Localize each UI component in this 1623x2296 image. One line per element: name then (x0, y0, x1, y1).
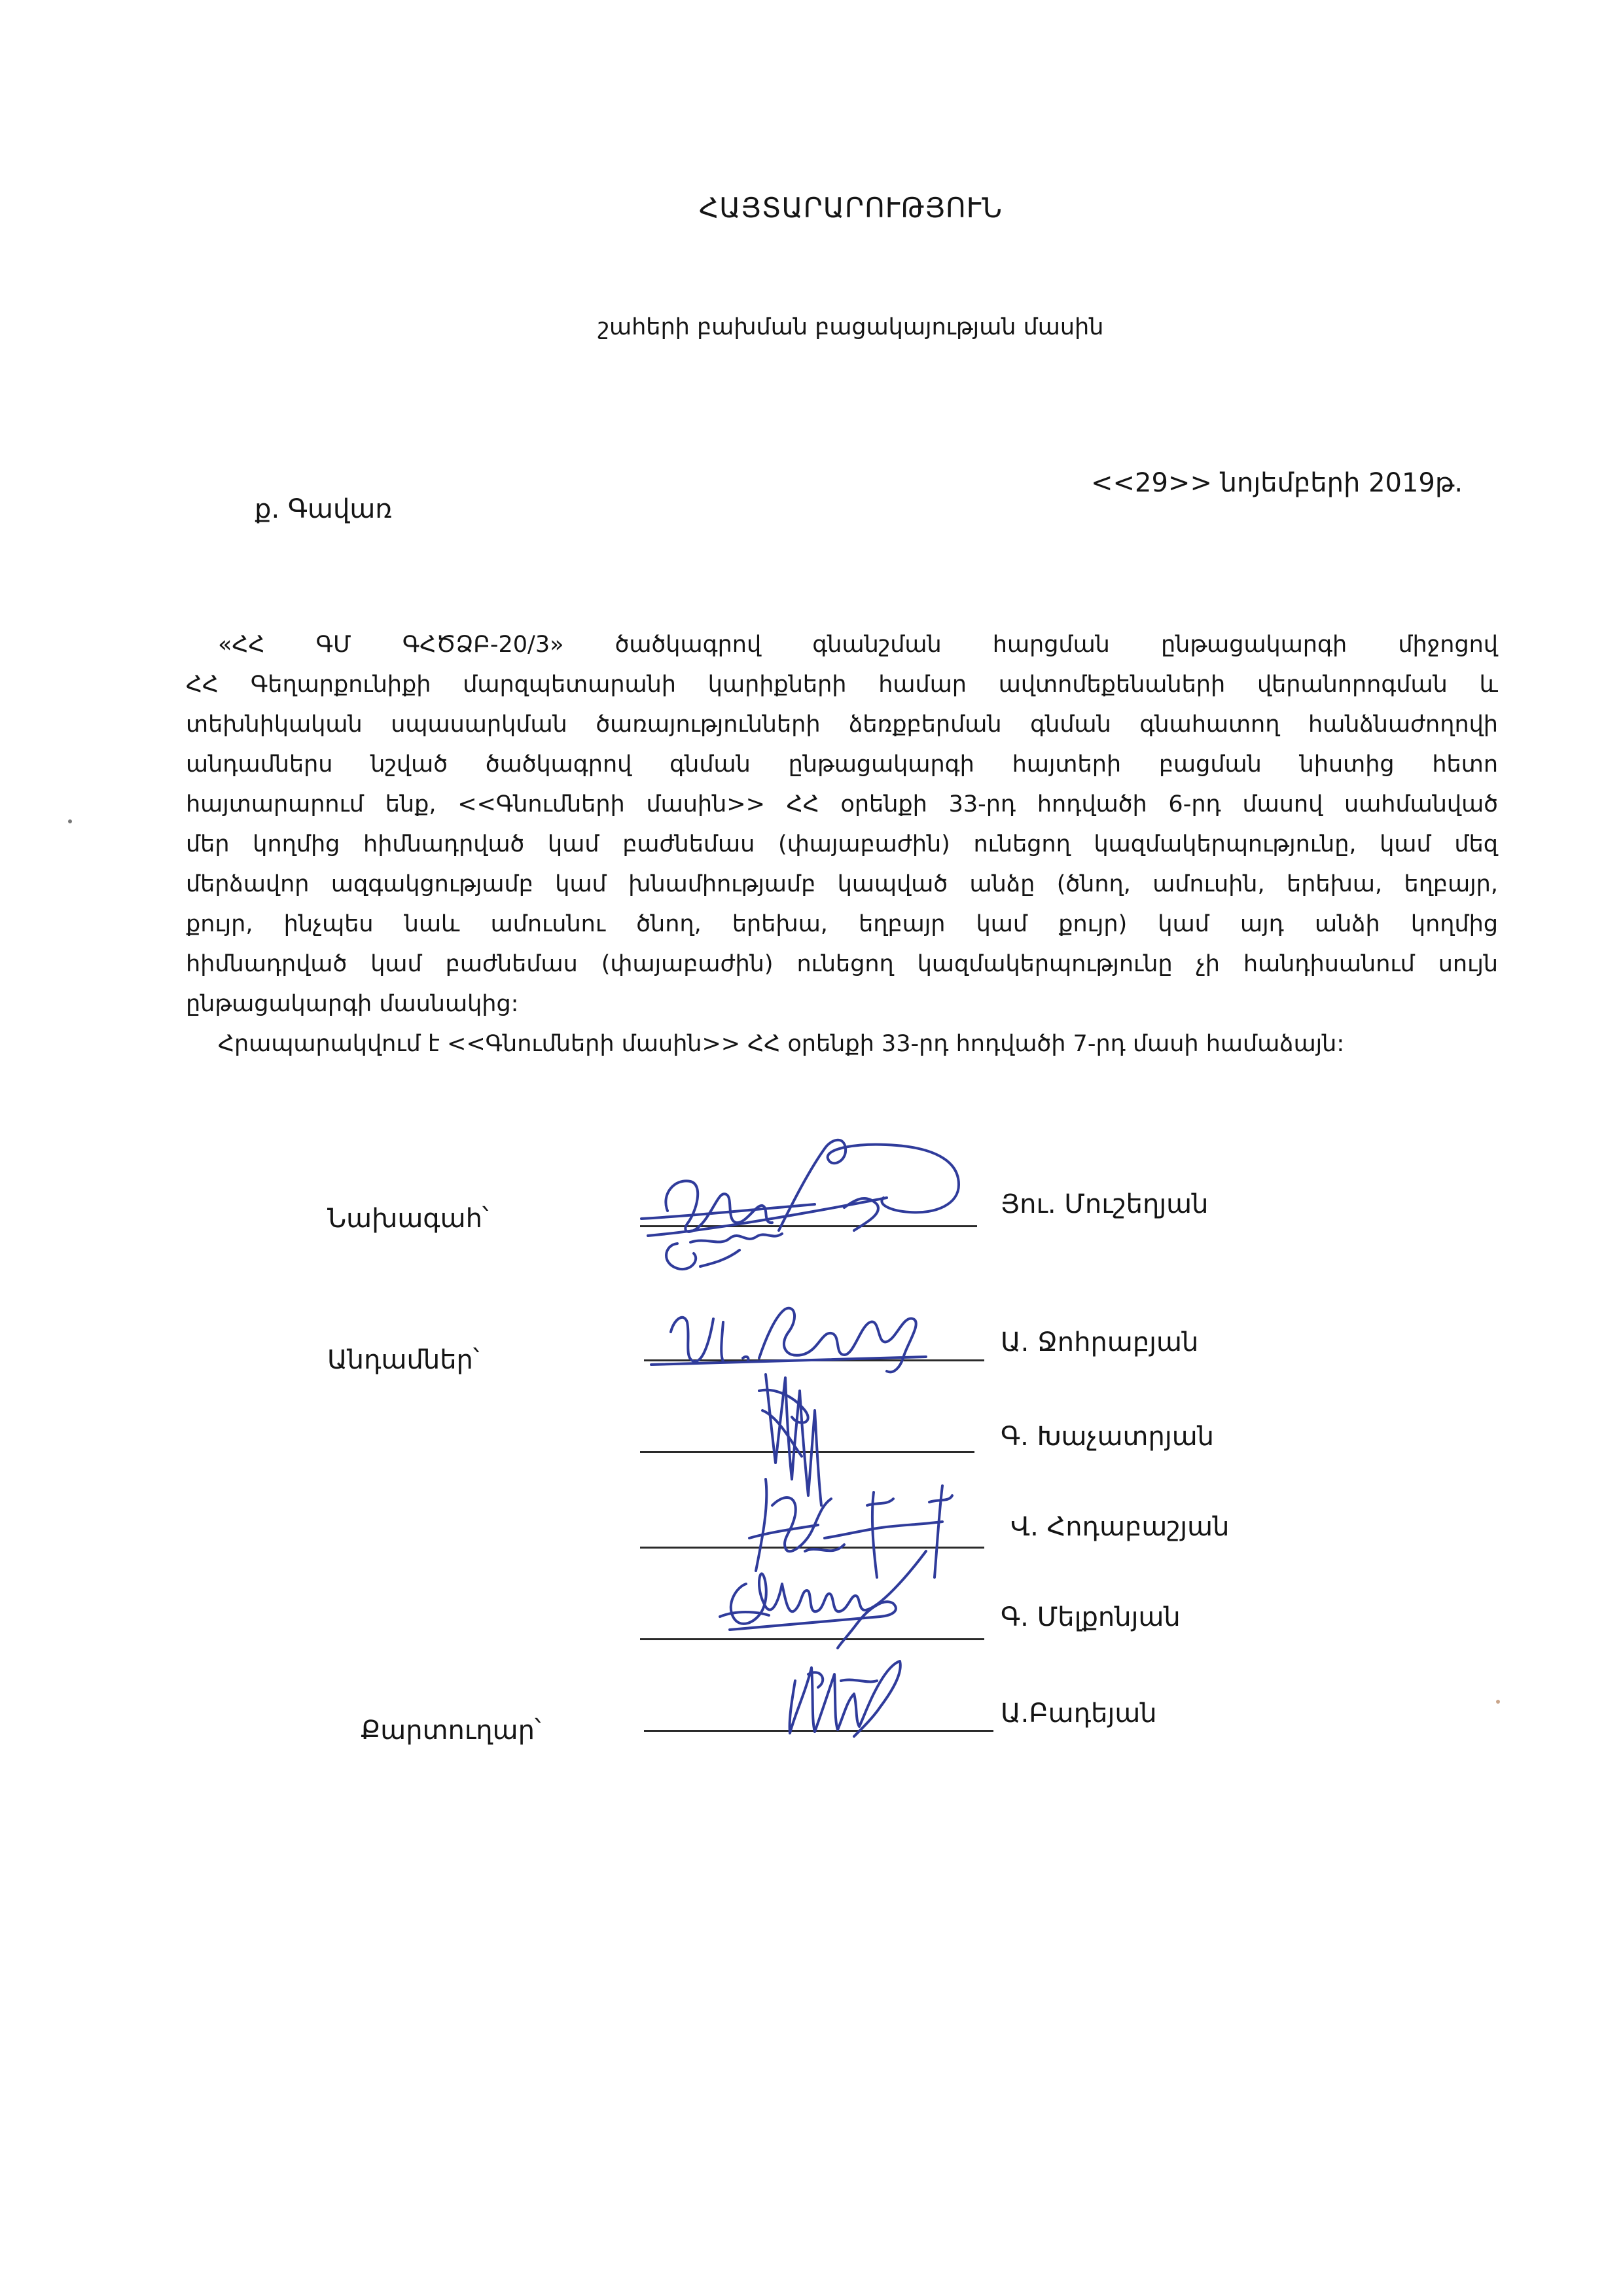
member-name: Ա. Ջոհրաբյան (1001, 1327, 1199, 1357)
secretary-name: Ա.Բադեյան (1001, 1698, 1157, 1729)
secretary-label: Քարտուղար՝ (361, 1715, 541, 1746)
body-line: անդամներս նշված ծածկագրով գնման ընթացակարգի հայտերի բացման նիստից հետո (186, 751, 1498, 778)
body-line: հիմնադրված կամ բաժնեմաս (փայաբաժին) ունեցող կազմակերպությունը չի հանդիսանում սույն (186, 951, 1498, 977)
body-line: ՀՀ Գեղարքունիքի մարզպետարանի կարիքների համար ավտոմեքենաների վերանորոգման և (186, 672, 1498, 698)
body-line: տեխնիկական սպասարկման ծառայությունների ձեռքբերման գնման գնահատող հանձնաժողովի (186, 711, 1498, 738)
document-date: <<29>> նոյեմբերի 2019թ. (1091, 468, 1463, 498)
member-name: Վ. Հոդաբաշյան (1010, 1512, 1230, 1542)
document-place: ք. Գավառ (255, 494, 393, 524)
secretary-signature (782, 1655, 906, 1740)
body-line: մեր կողմից հիմնադրված կամ բաժնեմաս (փայաբաժին) ունեցող կազմակերպությունը, կամ մեզ (186, 831, 1498, 857)
scan-speck (68, 819, 72, 823)
body-line: հայտարարում ենք, <<Գնումների մասին>> ՀՀ օրենքի 33-րդ հոդվածի 6-րդ մասով սահմանված (186, 791, 1498, 817)
body-line: քույր, ինչպես նաև ամուսնու ծնող, երեխա, եղբայր կամ քույր) կամ այդ անձի կողմից (186, 911, 1498, 937)
member-signature (717, 1538, 933, 1653)
document-subtitle: շահերի բախման բացակայության մասին (597, 314, 1104, 340)
signature-stroke (720, 1551, 926, 1648)
chairman-name: Յու. Մուշեղյան (1001, 1189, 1209, 1219)
body-line: մերձավոր ազգակցությամբ կամ խնամիությամբ կապված անձը (ծնող, ամուսին, երեխա, եղբայր, (186, 871, 1498, 897)
scan-speck (1496, 1700, 1500, 1704)
chairman-signature (628, 1132, 975, 1283)
member-name: Գ. Մելքոնյան (1001, 1602, 1181, 1632)
chairman-label: Նախագահ՝ (327, 1204, 489, 1234)
document-title: ՀԱՅՏԱՐԱՐՈՒԹՅՈՒՆ (699, 192, 1003, 224)
publication-note: Հրապարակվում է <<Գնումների մասին>> ՀՀ օրենքի 33-րդ հոդվածի 7-րդ մասի համաձայն: (218, 1031, 1345, 1057)
signature-stroke (790, 1661, 901, 1736)
signature-stroke (641, 1140, 959, 1269)
members-label: Անդամներ՝ (327, 1345, 480, 1375)
body-line: ընթացակարգի մասնակից: (186, 991, 519, 1017)
signature-stroke (651, 1308, 926, 1372)
body-line: «ՀՀ ԳՄ ԳՀԾՁԲ-20/3» ծածկագրով գնանշման հարցման ընթացակարգի միջոցով (218, 632, 1498, 658)
member-name: Գ. Խաչատրյան (1001, 1422, 1215, 1452)
